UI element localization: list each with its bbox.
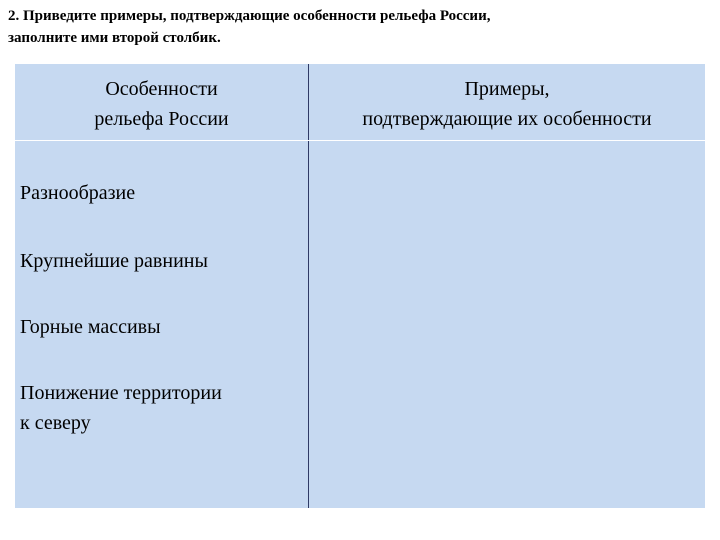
header-features-line-2: рельефа России <box>94 108 229 130</box>
header-features <box>15 74 308 134</box>
feature-lowering-north <box>20 378 222 438</box>
task-line-2: заполните ими второй столбик. <box>8 30 221 46</box>
header-examples-line-2: подтверждающие их особенности <box>362 108 652 130</box>
feature-lowering-north-line-1: Понижение территории <box>20 382 222 404</box>
feature-diversity-label: Разнообразие <box>20 182 136 204</box>
feature-largest-plains-label: Крупнейшие равнины <box>20 250 208 272</box>
feature-diversity <box>20 178 135 208</box>
header-divider <box>15 140 705 141</box>
header-examples <box>309 74 705 134</box>
header-features-line-1: Особенности <box>105 78 218 100</box>
feature-largest-plains <box>20 246 208 276</box>
feature-mountain-ranges-label: Горные массивы <box>20 316 161 338</box>
header-examples-line-1: Примеры, <box>464 78 550 100</box>
task-statement <box>8 5 712 49</box>
feature-mountain-ranges <box>20 312 161 342</box>
task-line-1: 2. Приведите примеры, подтверждающие особенности рельефа России, <box>8 8 491 24</box>
relief-table <box>15 64 705 508</box>
feature-lowering-north-line-2: к северу <box>20 412 91 434</box>
